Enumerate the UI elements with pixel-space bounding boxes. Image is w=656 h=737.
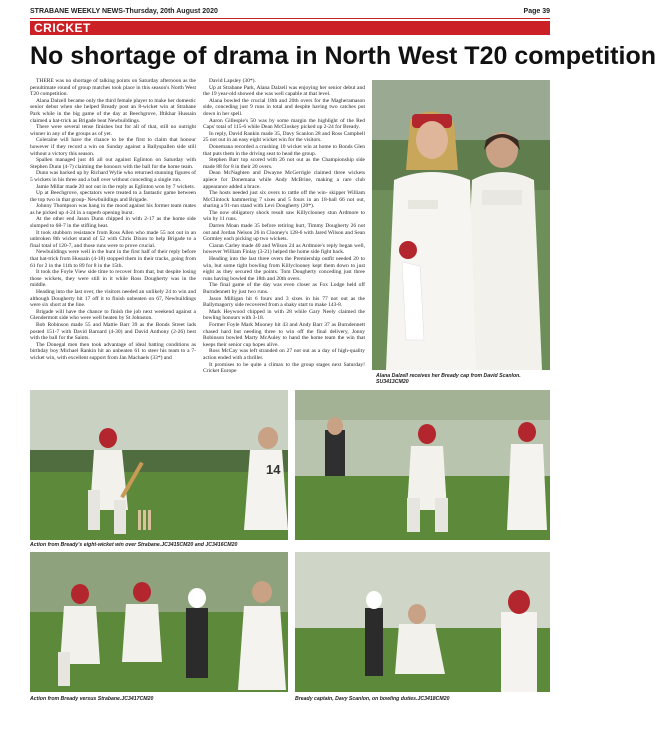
article-paragraph: It took the Foyle View side time to recover from that, but despite losing those wickets, they were still in it while Ross Dougherty was in the middle.	[30, 269, 196, 289]
caption-bready-win: Action from Bready's eight-wicket win over Strabane.JC3415CM20 and JC3416CM20	[30, 542, 238, 548]
article-paragraph: Mark Heywood chipped in with 28 while Gary Neely claimed the bowling honours with 3-18.	[203, 308, 365, 322]
article-paragraph: Newbuildings were well in the hunt in the first half of their reply before that hat-trick from Hussain (4-18) stopped them in their tracks, going from 61 for 2 in the 11th to 89 for 8 in the 15th.	[30, 249, 196, 269]
section-banner	[30, 21, 550, 35]
article-paragraph: At the other end Jason Dunn chipped in with 2-17 as the home side slumped to 68-7 in the stifling heat.	[30, 216, 196, 230]
article-paragraph: Up at Strabane Park, Alana Dalzell was enjoying her senior debut and the 19 year-old showed she was well capable at that level.	[203, 84, 365, 98]
masthead-page-number: Page 39	[523, 7, 550, 15]
article-paragraph: Alana Dalzell became only the third female player to make her domestic senior debut when she helped Bready post an 8-wicket win at Strabane Park while in the big game of the day at Beechgrove, Iftikhar Hussain claimed a hat-trick as Brigade beat Newbuildings.	[30, 97, 196, 124]
article-paragraph: Johnny Thompson was hang in the mood against his former team mates as he picked up 4-24 in a superb opening burst.	[30, 203, 196, 216]
article-paragraph: Dunn was backed up by Richard Wylie who returned stunning figures of 5 wickets in his three and a ball over without conceding a single run.	[30, 170, 196, 183]
article-paragraph: Alana bowled the crucial 18th and 20th overs for the Magheramason side, conceding just 9 runs in total and despite having two catches put down in her spell.	[203, 97, 365, 117]
masthead	[30, 4, 550, 19]
article-paragraph: The hosts needed just six overs to rattle off the win- skipper William McClintock hammering 7 sixes and 5 fours in an 18-ball 66 not out, sharing a 91-run stand with Levi Dougherty (20*).	[203, 190, 365, 210]
photo-cap-presentation	[372, 80, 550, 370]
caption-bready-versus-strabane: Action from Bready versus Strabane.JC3417CM20	[30, 696, 154, 702]
article-paragraph: Ciaran Carley made 40 and Wilson 24 as Ardmore's reply began well, however William Finlay (3-21) helped the home side fight back.	[203, 242, 365, 256]
article-paragraph: Heading into the last three overs the Premiership outfit needed 20 to win, but some tight bowling from Killyclooney kept them down to just eight as they secured the points. Tom Dougherty conceding just three runs having bowled the 18th and 20th overs.	[203, 256, 365, 282]
photo-bready-captain	[295, 552, 550, 692]
article-paragraph: In reply, David Rankin made 35, Davy Scanlon 28 and Ross Campbell 25 not out in an easy eight wicket win for the visitors.	[203, 130, 365, 144]
article-paragraph: Up at Beechgrove, spectators were treated to a fantastic game between the top two in that group- Newbuildings and Brigade.	[30, 190, 196, 203]
article-paragraph: It took stubborn resistance from Ross Allen who made 55 not out in an unbroken 8th wicket stand of 52 with Chris Dixon to help Brigade to a final total of 120-7, and those runs were to prove crucial.	[30, 229, 196, 249]
article-paragraph: There were several tense finishes but for all of that, still no outright winner in any of the groups as of yet.	[30, 124, 196, 137]
article-paragraph: Dean McNaghten and Dwayne McGerrigle claimed three wickets apiece for Donemana while Andy McBrine, making a rare club appearance added a brace.	[203, 170, 365, 190]
photo-bready-win	[30, 390, 288, 540]
article-paragraph: Spallen managed just 46 all out against Eglinton on Saturday with Stephen Dunn (4-7) claiming the honours with the ball for the home team.	[30, 157, 196, 170]
photo-bready-versus-strabane	[30, 552, 288, 692]
article-paragraph: THERE was no shortage of talking points on Saturday afternoon as the penultimate round of group matches took place in this season's North West T20 competition.	[30, 78, 196, 98]
caption-bready-captain: Bready captain, Davy Scanlon, on bowling duties.JC3418CM20	[295, 696, 450, 702]
article-paragraph: Aaron Gillespie's 50 was by some margin the highlight of the Red Caps' total of 115-6 while Dean McCloskey picked up 2-24 for Bready.	[203, 117, 365, 131]
article-paragraph: Bob Robinson made 55 and Mattie Barr 39 as the Bonds Street lads posted 151-7 with David Barnard (4-30) and David Anthony (2-26) best with the ball for the Saints.	[30, 321, 196, 342]
shirt-number: 14	[266, 462, 281, 477]
article-paragraph: Darren Moan made 35 before retiring hurt, Timmy Dougherty 26 not out and Jordan Nelson 26 in Clooney's 128-6 with Jared Wilson and Sean Gormley each picking up two wickets.	[203, 223, 365, 243]
caption-cap-presentation: Alana Dalzell receives her Bready cap from David Scanlon. SU3413CM20	[376, 373, 521, 386]
article-paragraph: Jason Milligan hit 6 fours and 3 sixes in his 77 not out as the Ballymagorry side recovered from a shaky start to make 143-8.	[203, 295, 365, 309]
article-paragraph: Ross McCay was left stranded on 27 not out as a day of high-quality action ended with a thriller.	[203, 348, 365, 361]
article-paragraph: David Lapsley (30*).	[209, 78, 256, 84]
masthead-date: STRABANE WEEKLY NEWS-Thursday, 20th August 2020	[30, 7, 218, 15]
article-paragraph: Brigade will have the chance to finish the job next weekend against a Glendermott side who were well beaten by St Johnston.	[30, 308, 196, 322]
photo-bready-win-second	[295, 390, 550, 540]
article-paragraph: Former Foyle Mark Mooney hit 43 and Andy Barr 37 as Burndennett chased hard but needing three to win off the final delivery, Jonny Robinson bowled Marty McAuley to hand the home team the win that keeps their senior cup hopes alive.	[203, 321, 365, 348]
headline: No shortage of drama in North West T20 competition	[30, 42, 656, 70]
article-column-2	[203, 78, 365, 383]
article-paragraph: It promises to be quite a climax to the group stages next Saturday! Cricket Europe	[203, 361, 365, 375]
article-paragraph: Coleraine will have the chance to be the first to claim that honour however if they record a win on Sunday against a Ballyspallen side still without a victory this season.	[30, 137, 196, 157]
article-paragraph: The now obligatory shock result saw Killyclooney stun Ardmore to win by 11 runs.	[203, 209, 365, 223]
article-paragraph: The Donegal men then took advantage of ideal batting conditions as birthday boy Michael Rankin hit an unbeaten 61 to steer his team to a 7-wicket win, with excellent support from Jan Machaels (33*) and	[30, 341, 196, 361]
article-paragraph: Donemana recorded a crushing 10 wicket win at home to Bonds Glen that puts them in the driving seat to head the group.	[203, 143, 365, 157]
article-paragraph: Jamie Millar made 20 not out in the reply as Eglinton won by 7 wickets.	[36, 183, 196, 190]
section-label: CRICKET	[34, 21, 91, 35]
cricket-ball	[399, 241, 417, 259]
article-paragraph: The final game of the day was even closer as Fox Lodge held off Burndennett by just two runs.	[203, 282, 365, 295]
article-paragraph: Heading into the last over, the visitors needed an unlikely 24 to win and although Dougherty hit 17 off it to finish unbeaten on 67, Newbuildings were six short at the line.	[30, 289, 196, 309]
article-paragraph: Stephen Barr top scored with 26 not out as the Championship side made 88 for 8 in their 20 overs.	[203, 157, 365, 170]
